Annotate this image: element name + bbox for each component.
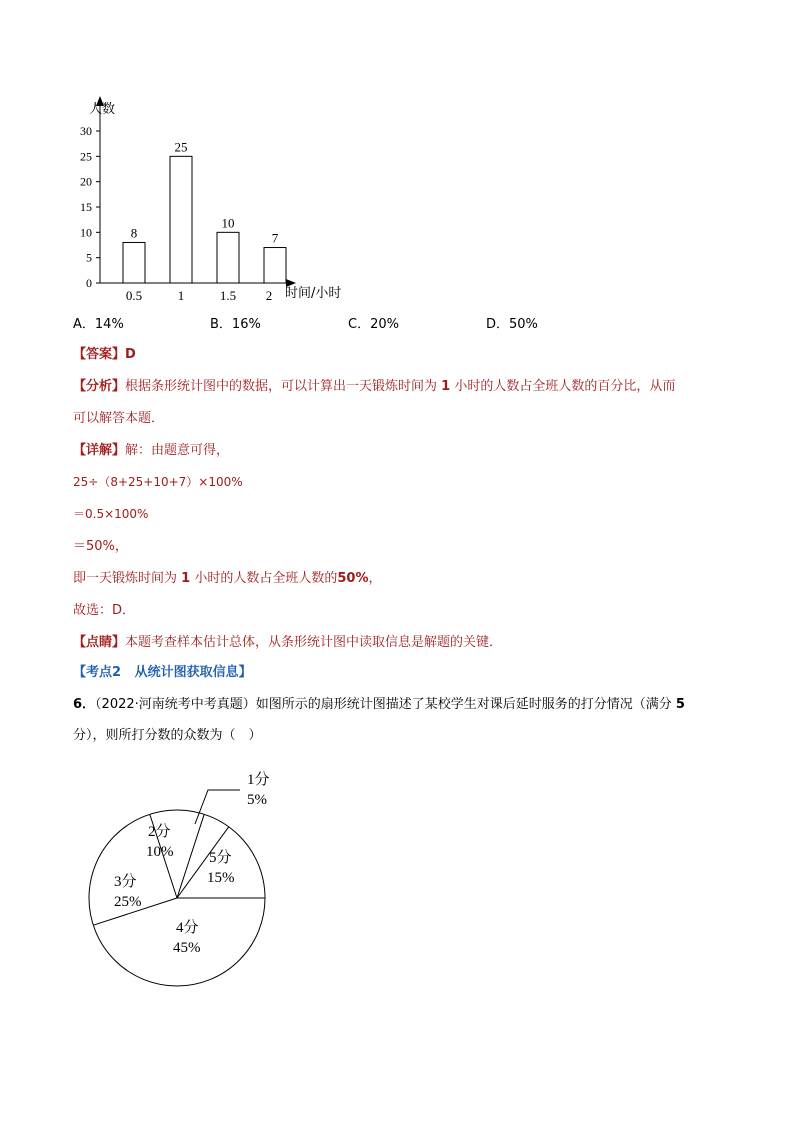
bar-data-label: 8 — [130, 225, 138, 241]
detail-conclusion — [73, 572, 382, 585]
x-axis-label: 时间/小时 — [285, 286, 342, 301]
analysis-number: 1 — [441, 379, 451, 394]
question-line-2: 分），则所打分数的众数为（ ） — [73, 728, 262, 743]
conclusion-percent: 50% — [337, 571, 369, 586]
section-title: 从统计图获取信息】 — [134, 665, 252, 680]
pie-label-2-name: 2分 — [148, 824, 171, 840]
option-c[interactable] — [348, 318, 399, 331]
option-c-text: 20% — [370, 317, 399, 332]
detail-step-3: ＝50%， — [73, 539, 128, 554]
analysis-line-2: 可以解答本题． — [73, 411, 165, 426]
answer-value: D — [125, 347, 136, 362]
option-a[interactable] — [73, 318, 124, 331]
comment-tag: 【点睛】 — [73, 635, 126, 650]
question-text-1: 如图所示的扇形统计图描述了某校学生对课后延时服务的打分情况（满分 — [255, 697, 672, 712]
answer-tag: 【答案】 — [73, 347, 126, 362]
option-b-text: 16% — [231, 317, 261, 332]
answer-line — [73, 348, 136, 361]
bar — [170, 156, 192, 283]
detail-tag: 【详解】 — [73, 443, 126, 458]
comment-text: 本题考查样本估计总体，从条形统计图中读取信息是解题的关键． — [125, 635, 503, 650]
option-a-text: 14% — [94, 317, 124, 332]
option-b[interactable] — [210, 318, 261, 331]
pie-label-3-pct: 25% — [114, 894, 142, 910]
y-tick-label: 30 — [80, 124, 92, 138]
option-d[interactable] — [486, 318, 538, 331]
section-tag: 【考点2 — [73, 665, 122, 680]
question-number: 6． — [73, 697, 96, 712]
section-heading — [73, 666, 252, 679]
option-b-letter: B． — [210, 317, 232, 332]
option-d-text: 50% — [509, 317, 538, 332]
analysis-text-b: 小时的人数占全班人数的百分比，从而 — [454, 379, 676, 394]
conclusion-number: 1 — [181, 571, 191, 586]
pie-label-4-pct: 45% — [173, 940, 201, 956]
bar-chart — [60, 92, 380, 312]
y-tick-label: 15 — [80, 200, 92, 214]
y-tick-label: 5 — [86, 250, 92, 265]
conclusion-text-a: 即一天锻炼时间为 — [73, 571, 178, 586]
conclusion-text-b: 小时的人数占全班人数的 — [194, 571, 338, 586]
detail-step-1: 25÷（8+25+10+7）×100% — [73, 475, 243, 489]
question-source: （2022·河南统考中考真题） — [95, 697, 256, 712]
y-tick-label: 20 — [80, 174, 92, 189]
question-number-5: 5 — [675, 697, 685, 712]
analysis-text-a: 根据条形统计图中的数据，可以计算出一天锻炼时间为 — [125, 379, 438, 394]
conclusion-end: ， — [368, 571, 382, 586]
pie-chart — [80, 762, 290, 992]
pie-label-2-pct: 10% — [146, 844, 174, 860]
analysis-line-1 — [73, 380, 675, 393]
x-tick-label: 2 — [265, 288, 273, 303]
pie-label-5-name: 5分 — [209, 850, 232, 866]
question-line-1 — [73, 698, 685, 711]
bar-data-label: 25 — [174, 139, 188, 155]
bar-data-label: 10 — [221, 215, 235, 231]
y-tick-label: 0 — [86, 276, 92, 290]
detail-text: 解：由题意可得， — [125, 443, 230, 458]
x-tick-label: 1.5 — [219, 288, 237, 303]
pie-label-4-name: 4分 — [176, 920, 199, 936]
detail-choice: 故选：D． — [73, 603, 136, 618]
y-tick-label: 10 — [80, 225, 92, 240]
option-d-letter: D． — [486, 317, 510, 332]
bar — [123, 242, 145, 283]
x-tick-label: 1 — [177, 288, 185, 303]
option-c-letter: C． — [348, 317, 371, 332]
x-tick-label: 0.5 — [125, 288, 143, 303]
bar — [217, 232, 239, 283]
detail-line — [73, 444, 229, 457]
pie-label-1-name: 1分 — [247, 772, 270, 788]
y-axis-label: 人数 — [89, 102, 116, 117]
bar — [264, 248, 286, 283]
comment-line — [73, 636, 502, 649]
analysis-tag: 【分析】 — [73, 379, 126, 394]
detail-step-2: ＝0.5×100% — [73, 507, 149, 521]
y-tick-label: 25 — [80, 149, 92, 164]
pie-label-1-pct: 5% — [247, 792, 267, 808]
option-a-letter: A． — [73, 317, 95, 332]
bar-data-label: 7 — [271, 230, 279, 246]
pie-label-5-pct: 15% — [207, 870, 235, 886]
pie-label-3-name: 3分 — [114, 874, 137, 890]
